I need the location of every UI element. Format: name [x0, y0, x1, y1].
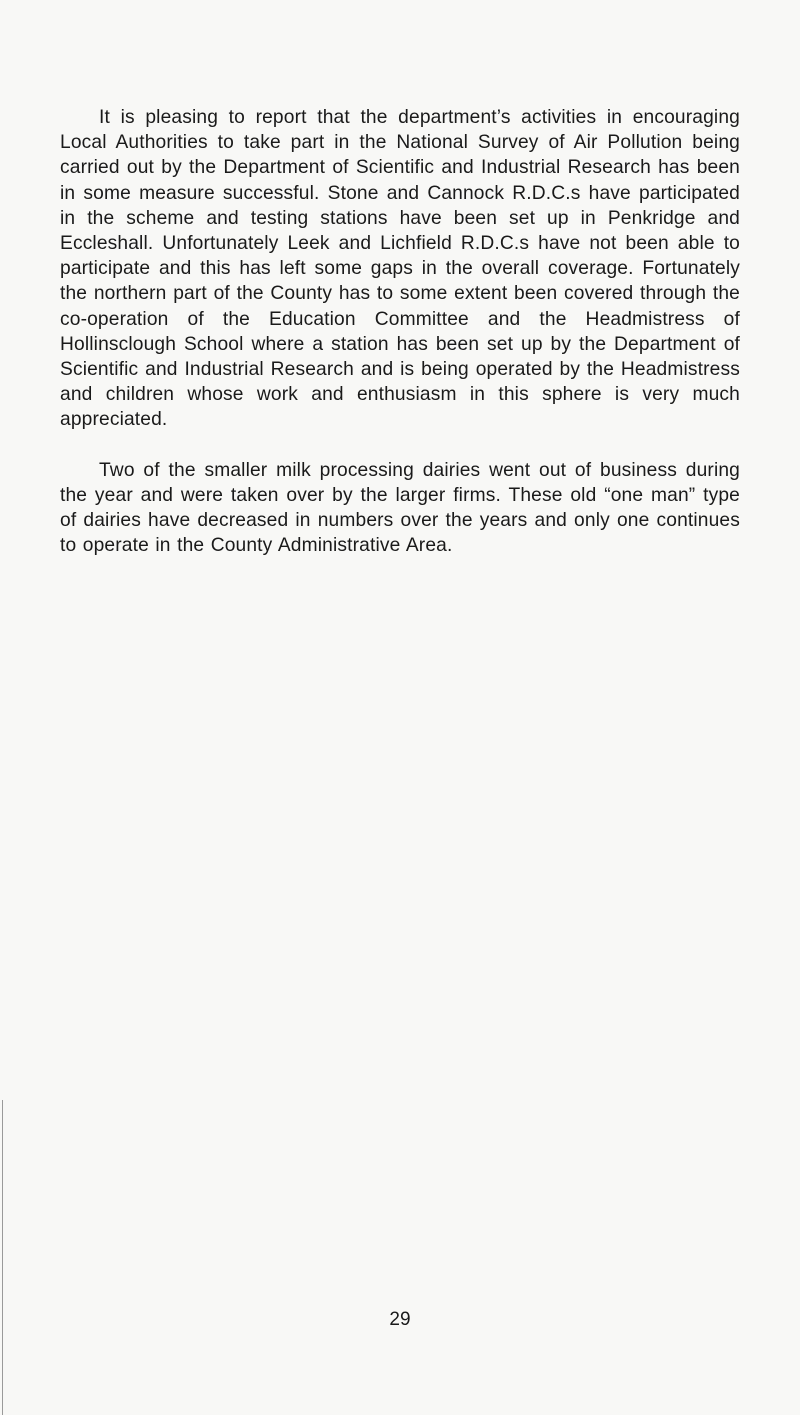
- paragraph-air-pollution-survey: It is pleasing to report that the department’s activities in encouraging Local Authorities to take part in the National Survey of Air Pollution being carried out by the Department of Scientific and Industrial Research has been in some measure successful. Stone and Cannock R.D.C.s have participated in the scheme and testing stations have been set up in Penkridge and Eccleshall. Unfortunately Leek and Lichfield R.D.C.s have not been able to participate and this has left some gaps in the overall coverage. Fortunately the northern part of the County has to some extent been covered through the co-operation of the Education Committee and the Headmistress of Hollinsclough School where a station has been set up by the Department of Scientific and Industrial Research and is being operated by the Headmistress and children whose work and enthusiasm in this sphere is very much appreciated.: [60, 107, 740, 431]
- page-edge-line: [2, 1100, 3, 1415]
- document-body: [60, 105, 740, 558]
- page-number: 29: [389, 1309, 411, 1330]
- paragraph-milk-dairies: Two of the smaller milk processing dairies went out of business during the year and were taken over by the larger firms. These old “one man” type of dairies have decreased in numbers over the years and only one continues to operate in the County Administrative Area.: [60, 459, 740, 557]
